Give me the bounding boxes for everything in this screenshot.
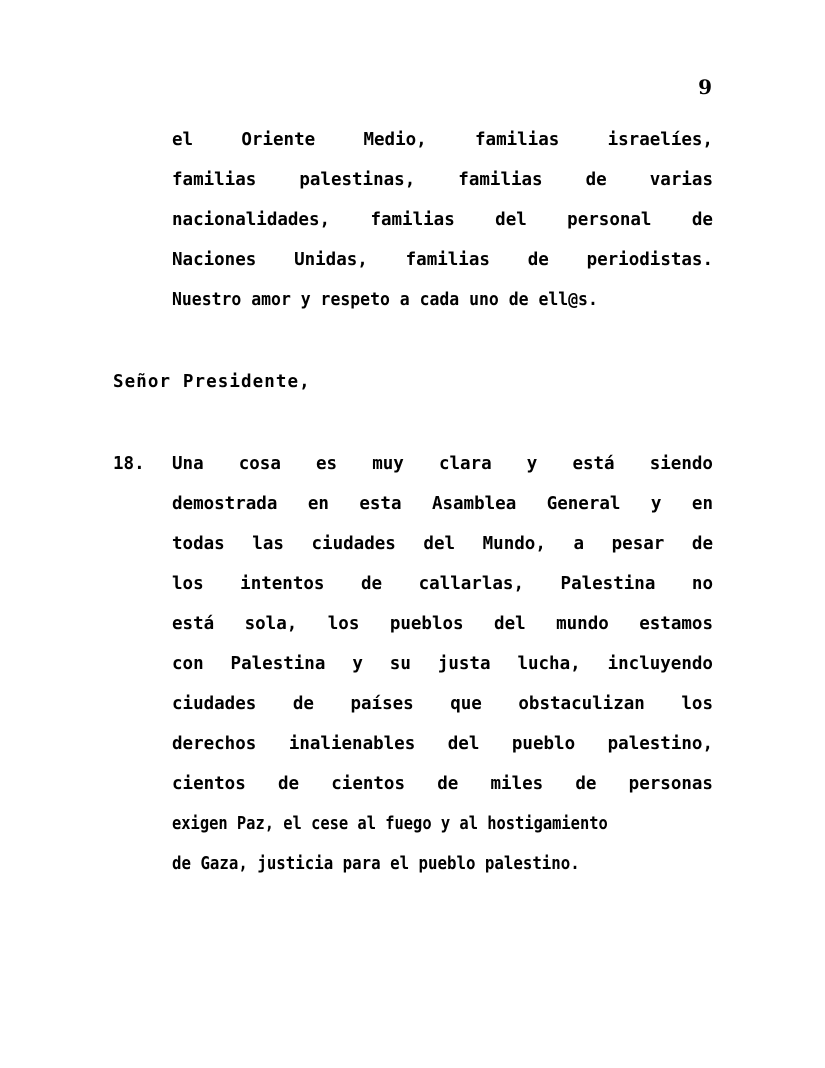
line-content (172, 170, 713, 190)
word: cientos (331, 774, 406, 794)
word: pueblos (389, 614, 464, 634)
text-line (113, 534, 713, 574)
word: incluyendo (607, 654, 713, 674)
word: de (585, 170, 607, 190)
condensed-text: Nuestro amor y respeto a cada uno de ell@s. (172, 290, 598, 310)
word: está (572, 454, 615, 474)
word: ciudades (172, 694, 257, 714)
text-line (113, 454, 713, 494)
word: General (546, 494, 621, 514)
word: estamos (639, 614, 713, 634)
word: con (172, 654, 204, 674)
salutation-text: Señor Presidente, (113, 372, 311, 392)
word: Oriente (241, 130, 316, 150)
word: en (307, 494, 329, 514)
word: países (350, 694, 414, 714)
line-content (172, 574, 713, 594)
word: personal (567, 210, 652, 230)
text-line (113, 854, 713, 894)
text-line (113, 250, 713, 290)
word: del (423, 534, 456, 554)
word: callarlas, (418, 574, 524, 594)
word: pueblo (511, 734, 576, 754)
word: esta (359, 494, 402, 514)
text-line (113, 734, 713, 774)
line-content (172, 494, 713, 514)
line-content (172, 534, 713, 554)
word: de (292, 694, 314, 714)
word: ciudades (311, 534, 396, 554)
word: miles (490, 774, 544, 794)
word: las (252, 534, 284, 554)
numbered-paragraph-18 (113, 454, 713, 894)
line-content (172, 614, 713, 634)
word: Mundo, (482, 534, 546, 554)
word: justa (437, 654, 491, 674)
word: clara (438, 454, 492, 474)
line-content (172, 250, 713, 270)
word: es (316, 454, 338, 474)
word: y (352, 654, 363, 674)
word: a (573, 534, 585, 554)
text-line (113, 130, 713, 170)
text-line (113, 814, 713, 854)
word: familias (405, 250, 490, 270)
word: sola, (244, 614, 298, 634)
word: todas (172, 534, 225, 554)
word: y (526, 454, 538, 474)
text-line (113, 494, 713, 534)
line-content (172, 774, 713, 794)
word: inalienables (288, 734, 416, 754)
word: Medio, (363, 130, 427, 150)
word: demostrada (172, 494, 278, 514)
list-item-number: 18. (113, 454, 145, 474)
text-line (113, 170, 713, 210)
word: Naciones (172, 250, 257, 270)
word: los (327, 614, 360, 634)
word: en (691, 494, 713, 514)
word: del (494, 614, 526, 634)
word: cientos (172, 774, 246, 794)
word: Palestina (560, 574, 656, 594)
line-content (172, 454, 713, 474)
word: de (575, 774, 597, 794)
word: siendo (649, 454, 713, 474)
word: que (450, 694, 482, 714)
line-content (172, 734, 713, 754)
paragraph-gap (113, 330, 713, 372)
word: de (361, 574, 383, 594)
word: Unidas, (294, 250, 368, 270)
text-line (113, 694, 713, 734)
word: cosa (238, 454, 281, 474)
word: periodistas. (586, 250, 713, 270)
word: varias (649, 170, 713, 190)
condensed-text: de Gaza, justicia para el pueblo palestino. (172, 854, 580, 874)
word: nacionalidades, (172, 210, 331, 230)
line-content (172, 210, 713, 230)
line-content (172, 854, 625, 874)
word: de (691, 534, 713, 554)
word: personas (628, 774, 713, 794)
word: mundo (556, 614, 609, 634)
word: lucha, (517, 654, 581, 674)
line-content (172, 654, 713, 674)
text-line (113, 290, 713, 330)
word: de (277, 774, 300, 794)
word: palestino, (607, 734, 713, 754)
word: Una (172, 454, 204, 474)
line-content (172, 814, 667, 834)
text-line (113, 210, 713, 250)
word: de (527, 250, 549, 270)
text-line (113, 614, 713, 654)
word: su (389, 654, 411, 674)
word: los (172, 574, 204, 594)
word: Palestina (230, 654, 326, 674)
word: pesar (611, 534, 665, 554)
word: el (172, 130, 194, 150)
word: palestinas, (299, 170, 416, 190)
word: obstaculizan (518, 694, 645, 714)
text-line (113, 654, 713, 694)
word: los (681, 694, 713, 714)
word: Asamblea (431, 494, 517, 514)
line-content (172, 290, 625, 310)
word: derechos (172, 734, 257, 754)
paragraph-continuation (113, 130, 713, 330)
paragraph-gap (113, 412, 713, 454)
word: está (172, 614, 215, 634)
line-content (172, 130, 713, 150)
word: no (691, 574, 713, 594)
word: del (495, 210, 527, 230)
word: familias (172, 170, 257, 190)
word: de (691, 210, 713, 230)
word: de (437, 774, 459, 794)
word: muy (372, 454, 404, 474)
salutation-line (113, 372, 713, 412)
word: familias (475, 130, 560, 150)
word: del (447, 734, 480, 754)
word: y (650, 494, 662, 514)
word: israelíes, (607, 130, 713, 150)
page-number: 9 (698, 75, 712, 99)
word: familias (458, 170, 543, 190)
document-body (113, 130, 713, 894)
word: familias (370, 210, 455, 230)
text-line (113, 574, 713, 614)
condensed-text: exigen Paz, el cese al fuego y al hostigamiento (172, 814, 608, 834)
word: intentos (240, 574, 325, 594)
line-content (172, 694, 713, 714)
text-line (113, 774, 713, 814)
